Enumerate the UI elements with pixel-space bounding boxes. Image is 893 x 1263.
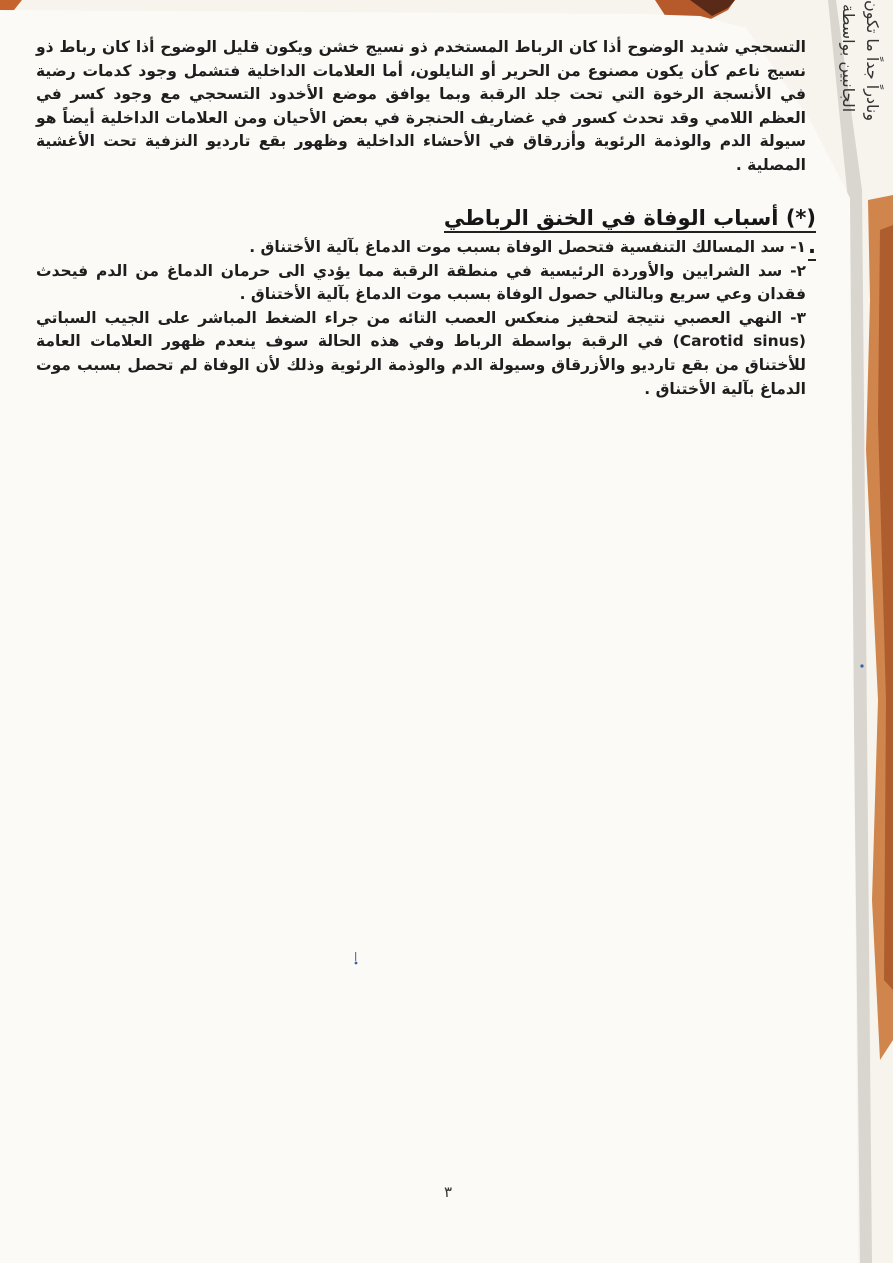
speck-right — [860, 664, 863, 667]
margin-side-note — [810, 0, 890, 160]
side-note-line-2: ونادراً جداً ما تكون — [863, 0, 882, 122]
side-note-line-1: الجانبين بواسطة — [839, 4, 858, 113]
page-number: ٣ — [443, 1183, 453, 1201]
section-heading-text: (*) أسباب الوفاة في الخنق الرباطي . — [444, 206, 816, 261]
intro-paragraph: التسحجي شديد الوضوح أذا كان الرباط المستخدم ذو نسيج خشن ويكون قليل الوضوح أذا كان رباط ذو نسيج ناعم كأن يكون مصنوع من الحرير أو النايلون، أما العلامات الداخلية فتشمل وجود كدمات رضية في الأنسجة الرخوة التي تحت جلد الرقبة وبما يوافق موضع الأخدود التسحجي مع وجود كسر في العظم اللامي وقد تحدث كسور في غضاريف الحنجرة في بعض الأحيان ومن العلامات الداخلية أيضاً هو سيولة الدم والوذمة الرئوية وأزرقاق في الأحشاء الداخلية وظهور بقع تارديو النزفية تحت الأغشية المصلية . — [36, 38, 806, 174]
cause-item-1: ١- سد المسالك التنفسية فتحصل الوفاة بسبب موت الدماغ بآلية الأختناق . — [249, 238, 806, 256]
cause-item-2: ٢- سد الشرايين والأوردة الرئيسية في منطقة الرقبة مما يؤدي الى حرمان الدماغ من الدم فيحدث فقدان وعي سريع وبالتالي حصول الوفاة بسبب موت الدماغ بآلية الأختناق . — [36, 261, 806, 304]
cause-3-after: في الرقبة بواسطة الرباط وفي هذه الحالة سوف ينعدم ظهور العلامات العامة للأختناق من بقع تارديو والأزرقاق وسيولة الدم والوذمة الرئوية وذلك لأن الوفاة لم تحصل بسبب موت الدماغ بآلية الأختناق . — [36, 332, 806, 398]
cause-item-3 — [36, 307, 806, 401]
cause-3-before: ٣- النهي العصبي نتيجة لتحفيز منعكس العصب التائه من جراء الضغط المباشر على الجيب السباتي — [36, 308, 806, 327]
carotid-sinus-term: (Carotid sinus) — [672, 332, 806, 351]
causes-list — [36, 236, 806, 401]
speck-bottom — [355, 962, 358, 965]
speck-bottom-2 — [355, 952, 356, 961]
main-sheet — [0, 10, 858, 1263]
